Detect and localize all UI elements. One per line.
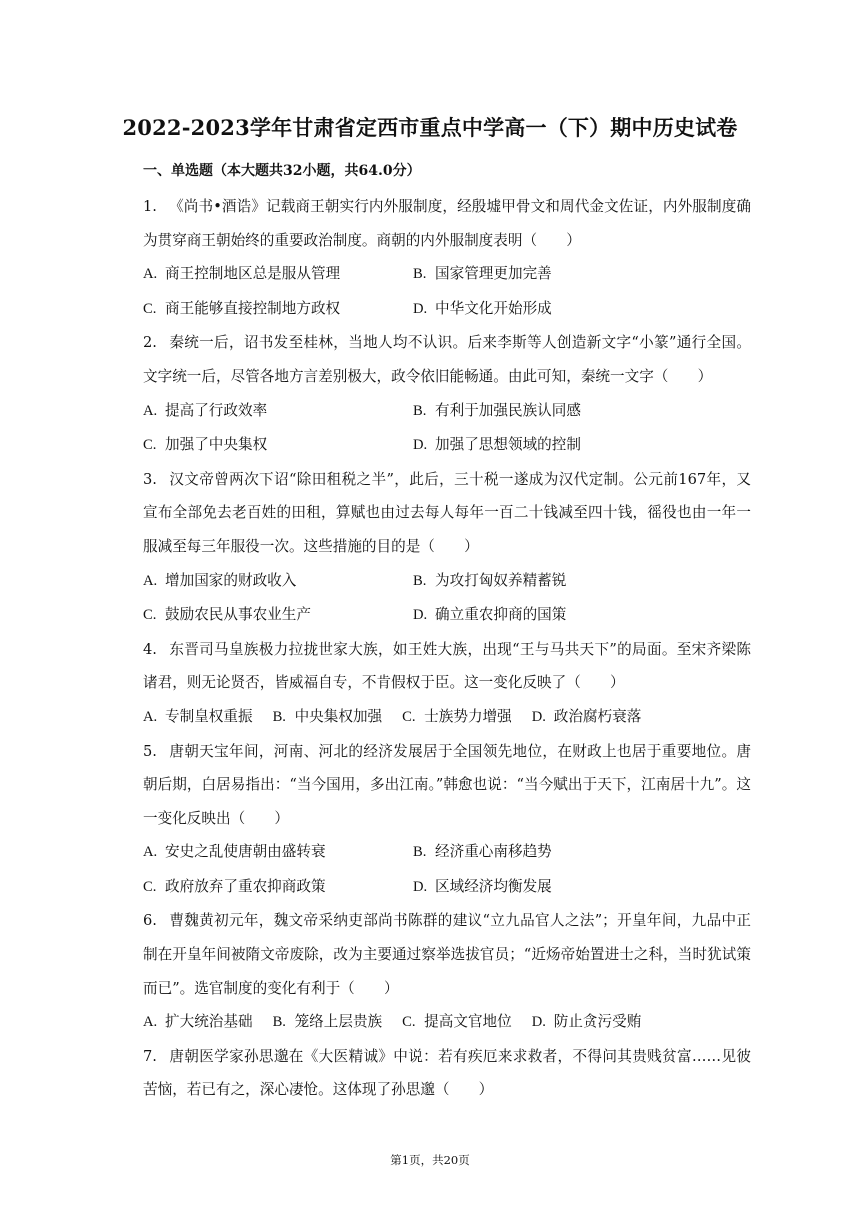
option-letter: B. [413, 572, 427, 589]
question-number: 3. [143, 470, 157, 488]
option-letter: D. [413, 878, 428, 895]
option-text: 政治腐朽衰落 [553, 707, 642, 725]
question-number: 1. [143, 198, 157, 215]
option-text: 商王控制地区总是服从管理 [165, 265, 341, 283]
option-letter: C. [143, 878, 157, 895]
option-letter: D. [531, 1014, 546, 1031]
question-number: 2. [143, 334, 157, 352]
option-text: 区域经济均衡发展 [435, 877, 552, 895]
option-c [143, 292, 413, 327]
option-letter: D. [531, 708, 546, 725]
option-letter: A. [143, 1014, 158, 1031]
option-text: 专制皇权重振 [165, 707, 253, 725]
option-text: 经济重心南移趋势 [435, 843, 552, 861]
option-c [143, 870, 413, 905]
option-letter: C. [143, 300, 157, 317]
option-text: 政府放弃了重农抑商政策 [165, 877, 326, 895]
question-text: 曹魏黄初元年，魏文帝采纳吏部尚书陈群的建议“立九品官人之法”；开皇年间，九品中正制在开皇年间被隋文帝废除，改为主要通过察举选拔官员；“近炀帝始置进士之科，当时犹试策而已”。选官制度的变化有利于（ ） [143, 912, 751, 997]
option-list [143, 564, 751, 633]
question-2 [143, 326, 751, 462]
option-letter: C. [402, 1014, 416, 1031]
option-letter: C. [143, 607, 157, 624]
option-letter: D. [413, 300, 428, 317]
page-footer: 第1页，共20页 [390, 1153, 470, 1167]
option-text: 加强了中央集权 [165, 436, 268, 454]
option-text: 扩大统治基础 [165, 1013, 253, 1031]
question-7 [143, 1040, 751, 1107]
option-c [402, 1005, 512, 1040]
question-text: 秦统一后，诏书发至桂林，当地人均不认识。后来李斯等人创造新文字“小篆”通行全国。文字统一后，尽管各地方言差别极大，政令依旧能畅通。由此可知，秦统一文字（ ） [143, 334, 751, 385]
option-list [143, 835, 751, 904]
question-text: 汉文帝曾两次下诏“除田租税之半”，此后，三十税一遂成为汉代定制。公元前167年，又宣布全部免去老百姓的田租，算赋也由过去每人每年一百二十钱减至四十钱，徭役也由一年一服减至每三年服役一次。这些措施的目的是（ ） [143, 470, 751, 555]
option-b [413, 835, 751, 870]
option-c [402, 700, 512, 735]
question-stem [143, 633, 751, 700]
option-text: 商王能够直接控制地方政权 [165, 299, 341, 317]
question-number: 4. [143, 640, 157, 658]
option-letter: D. [413, 607, 428, 624]
option-text: 提高了行政效率 [165, 401, 268, 419]
option-text: 国家管理更加完善 [435, 265, 552, 283]
option-list [143, 394, 751, 463]
option-list [143, 1005, 751, 1040]
question-text: 唐朝医学家孙思邈在《大医精诚》中说：若有疾厄来求救者，不得问其贵贱贫富……见彼苦恼，若已有之，深心凄怆。这体现了孙思邈（ ） [143, 1047, 751, 1099]
question-text: 东晋司马皇族极力拉拢世家大族，如王姓大族，出现“王与马共天下”的局面。至宋齐梁陈诸君，则无论贤否，皆威福自专，不肯假权于臣。这一变化反映了（ ） [143, 640, 751, 692]
question-stem [143, 190, 751, 257]
option-text: 加强了思想领域的控制 [435, 436, 581, 454]
option-text: 笼络上层贵族 [294, 1013, 383, 1031]
option-text: 中央集权加强 [294, 707, 383, 725]
question-3 [143, 463, 751, 633]
option-letter: A. [143, 708, 158, 725]
option-b [413, 564, 751, 599]
option-text: 防止贪污受贿 [553, 1013, 642, 1031]
option-letter: B. [413, 844, 427, 861]
option-letter: A. [143, 844, 158, 861]
option-a [143, 257, 413, 292]
option-d [532, 700, 642, 735]
question-4 [143, 633, 751, 735]
option-list [143, 257, 751, 326]
option-d [413, 428, 751, 463]
option-text: 鼓励农民从事农业生产 [165, 606, 311, 624]
option-b [413, 257, 751, 292]
question-1 [143, 190, 751, 326]
option-letter: A. [143, 572, 158, 589]
option-d [413, 598, 751, 633]
exam-title: 2022-2023学年甘肃省定西市重点中学高一（下）期中历史试卷 [122, 115, 738, 140]
option-letter: C. [143, 437, 157, 454]
option-b [273, 1005, 383, 1040]
question-number: 5. [143, 742, 157, 760]
option-letter: C. [402, 708, 416, 725]
question-number: 7. [143, 1047, 157, 1065]
option-text: 中华文化开始形成 [435, 299, 552, 317]
question-stem [143, 735, 751, 836]
option-a [143, 1005, 253, 1040]
option-a [143, 394, 413, 429]
option-letter: B. [272, 708, 286, 725]
option-text: 确立重农抑商的国策 [435, 606, 567, 624]
option-text: 安史之乱使唐朝由盛转衰 [165, 843, 326, 861]
question-stem [143, 326, 751, 393]
option-a [143, 564, 413, 599]
option-letter: B. [413, 266, 427, 283]
option-c [143, 428, 413, 463]
option-d [413, 870, 751, 905]
option-text: 为攻打匈奴养精蓄锐 [435, 571, 567, 589]
question-number: 6. [143, 912, 157, 930]
question-text: 唐朝天宝年间，河南、河北的经济发展居于全国领先地位，在财政上也居于重要地位。唐朝后期，白居易指出：“当今国用，多出江南。”韩愈也说：“当今赋出于天下，江南居十九”。这一变化反映出（ ） [143, 742, 751, 827]
option-c [143, 598, 413, 633]
option-list [143, 700, 751, 735]
option-b [273, 700, 383, 735]
option-letter: B. [272, 1014, 286, 1031]
option-d [413, 292, 751, 327]
question-5 [143, 735, 751, 905]
option-letter: D. [413, 437, 428, 454]
option-letter: A. [143, 402, 158, 419]
option-text: 有利于加强民族认同感 [435, 401, 581, 419]
option-letter: B. [413, 402, 427, 419]
option-text: 增加国家的财政收入 [165, 571, 297, 589]
question-stem [143, 904, 751, 1005]
option-d [532, 1005, 642, 1040]
option-letter: A. [143, 266, 158, 283]
question-stem [143, 1040, 751, 1107]
question-stem [143, 463, 751, 564]
question-list [143, 190, 751, 1107]
option-a [143, 835, 413, 870]
question-text: 《尚书•酒诰》记载商王朝实行内外服制度，经殷墟甲骨文和周代金文佐证，内外服制度确为贯穿商王朝始终的重要政治制度。商朝的内外服制度表明（ ） [143, 198, 751, 249]
option-a [143, 700, 253, 735]
option-b [413, 394, 751, 429]
section-heading: 一、单选题（本大题共32小题，共64.0分） [143, 163, 421, 179]
option-text: 士族势力增强 [424, 707, 512, 725]
option-text: 提高文官地位 [424, 1013, 512, 1031]
question-6 [143, 904, 751, 1039]
